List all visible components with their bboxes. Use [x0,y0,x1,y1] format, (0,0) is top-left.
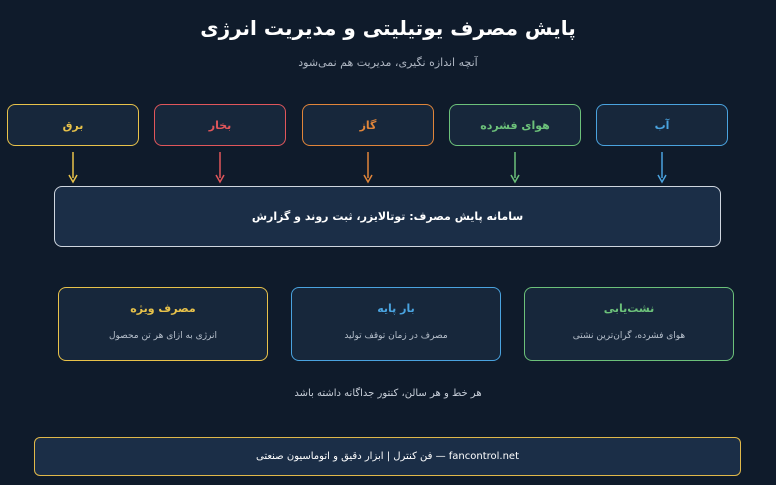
card-desc: هوای فشرده، گران‌ترین نشتی [572,331,686,341]
card-base-load [291,287,501,361]
hub-label: سامانه پایش مصرف: توتالایزر، ثبت روند و گزارش [251,210,524,223]
footer-text: فن کنترل | ابزار دقیق و اتوماسیون صنعتی — fancontrol.net [255,451,520,462]
source-label: آب [654,118,670,132]
source-label: گاز [359,118,377,132]
footer-banner [34,437,741,476]
monitoring-system-box [54,186,721,247]
metering-note: هر خط و هر سالن، کنتور جداگانه داشته باشد [294,388,482,399]
card-leak-detection [524,287,734,361]
source-label: بخار [208,118,232,132]
card-title: نشت‌یابی [603,302,655,315]
card-title: بار پایه [377,302,415,315]
source-label: هوای فشرده [480,118,550,132]
card-desc: مصرف در زمان توقف تولید [344,331,448,341]
page-title: پایش مصرف یوتیلیتی و مدیریت انرژی [200,16,576,40]
card-title: مصرف ویژه [130,302,196,315]
page-subtitle: آنچه اندازه نگیری، مدیریت هم نمی‌شود [298,56,478,69]
card-specific-consumption [58,287,268,361]
source-label: برق [62,118,84,132]
card-desc: انرژی به ازای هر تن محصول [108,331,218,341]
